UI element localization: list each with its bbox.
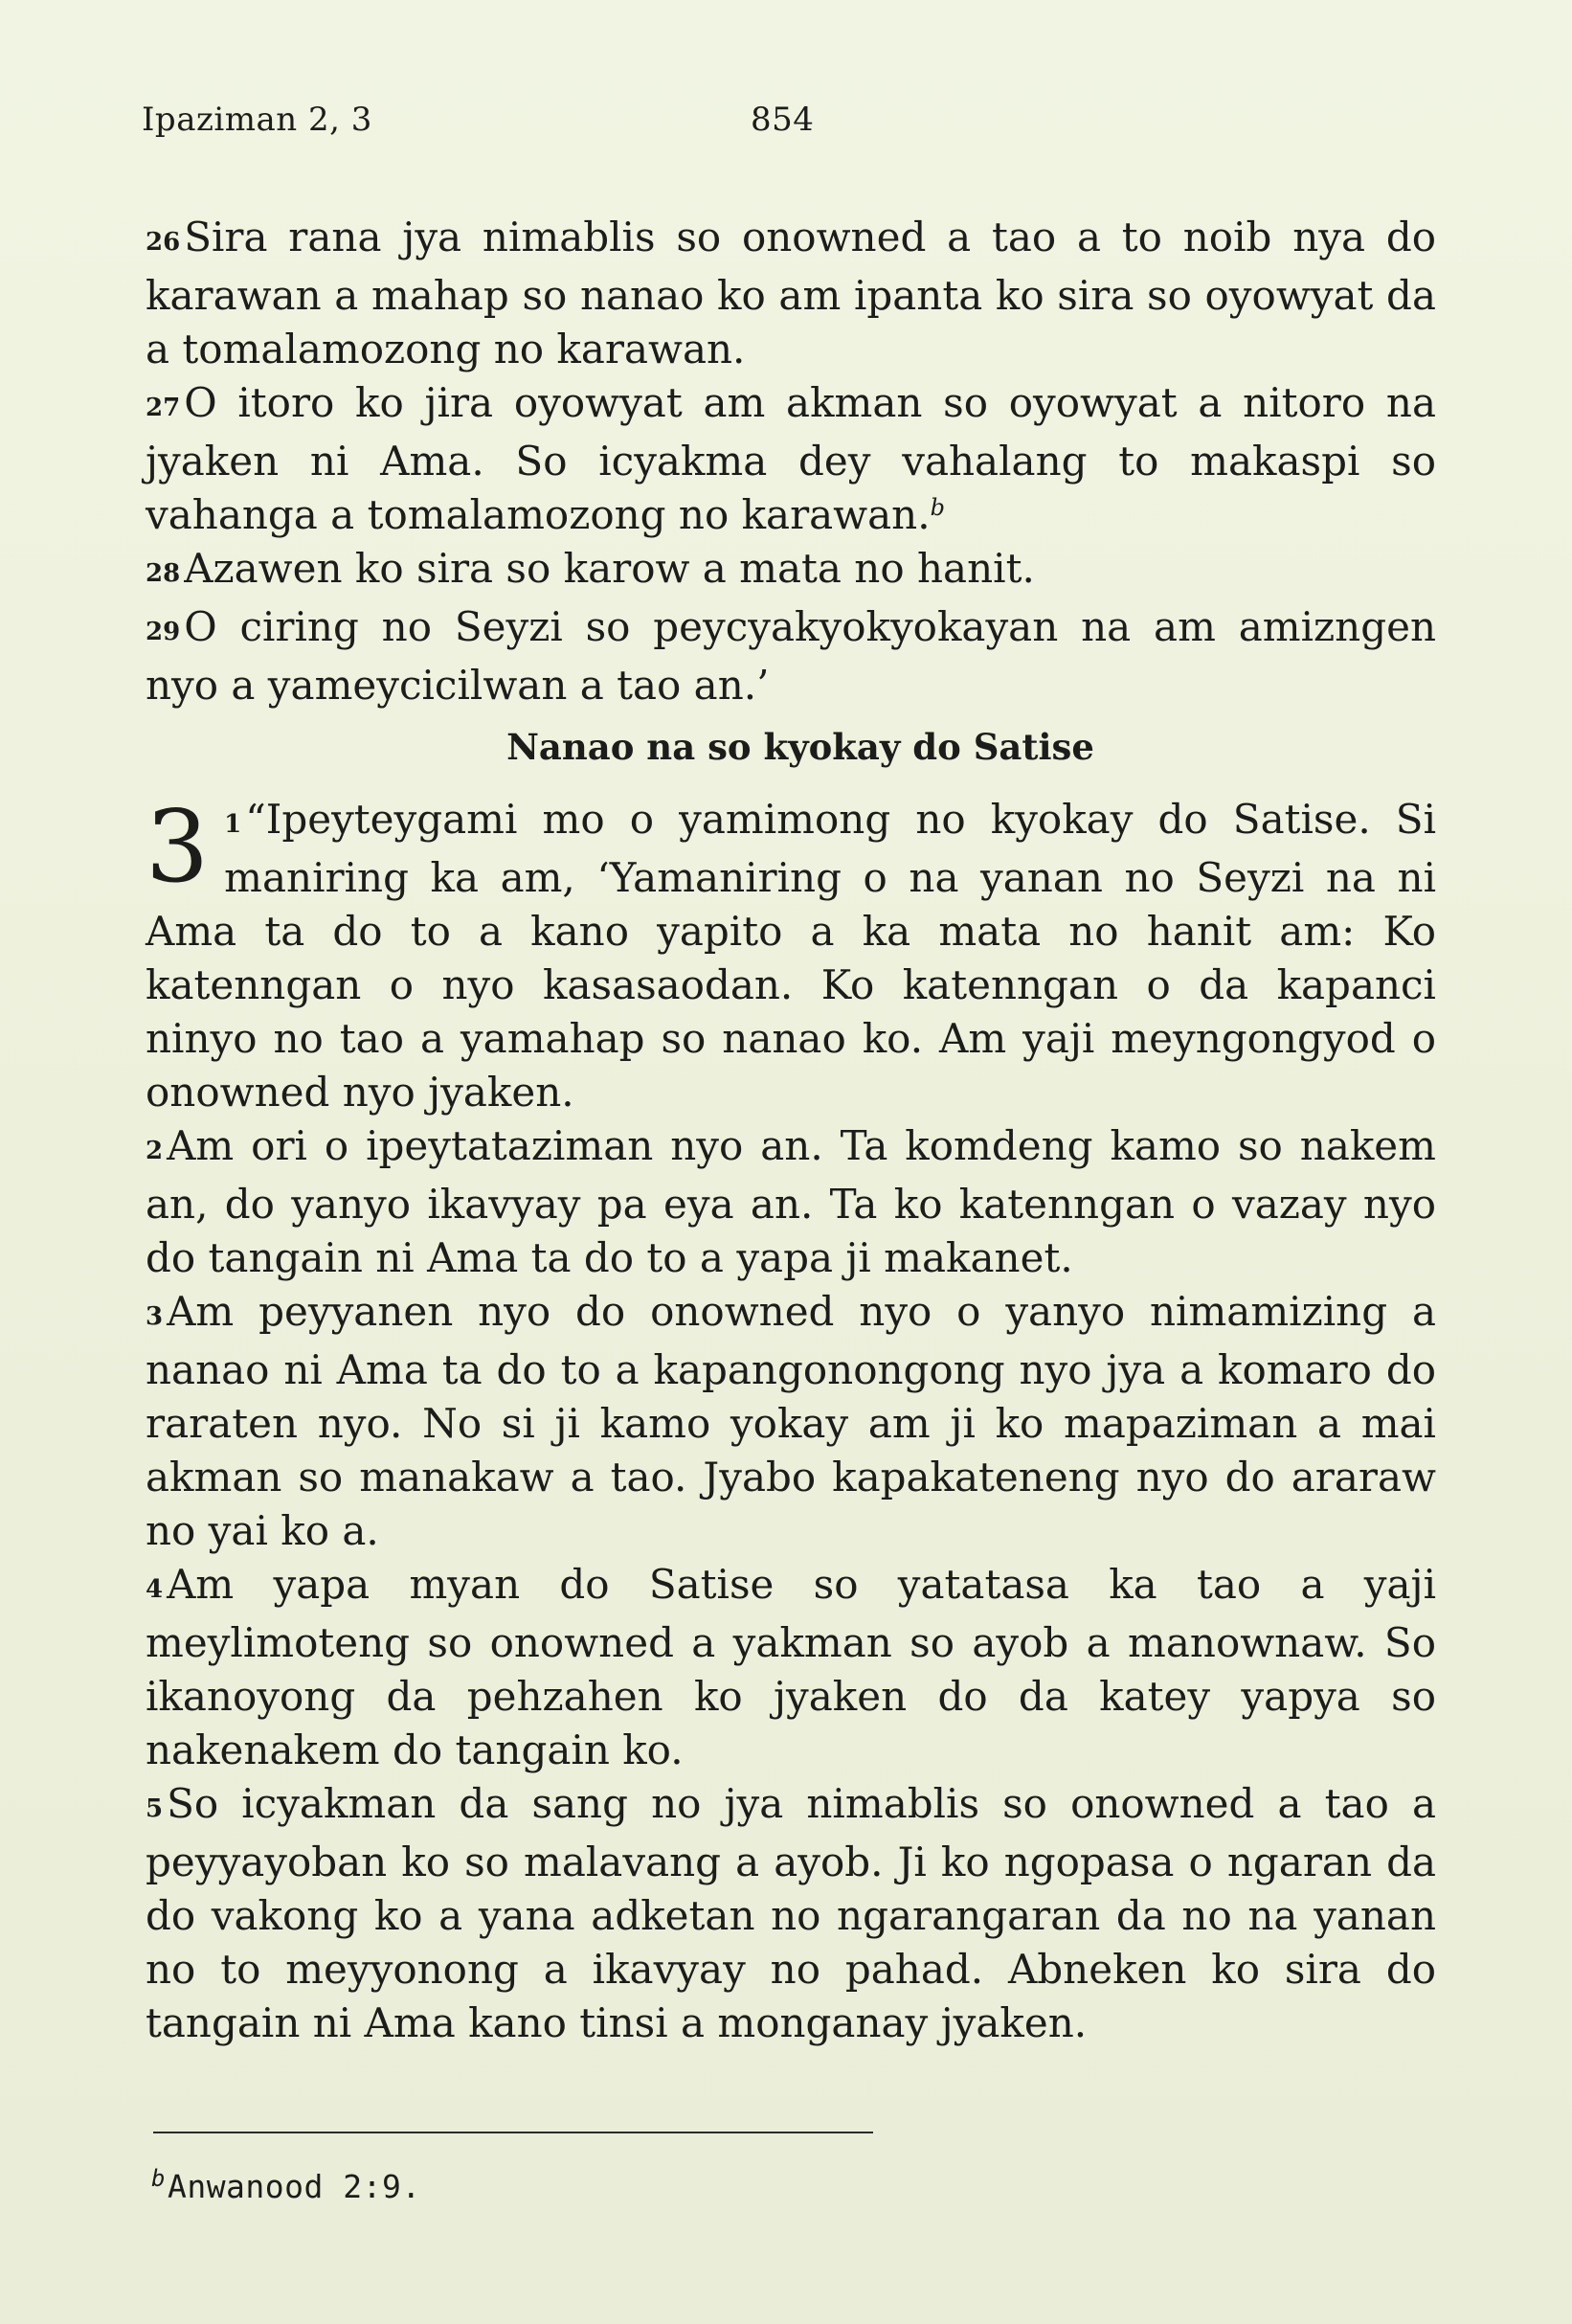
verse-number: 1 — [224, 810, 242, 839]
running-head — [142, 101, 1430, 148]
verse-number: 4 — [146, 1575, 164, 1604]
verse-text: Am yapa myan do Satise so yatatasa ka tao a yaji meylimoteng so onowned a yakman so ayob a manownaw. So ikanoyong da pehzahen ko jyaken do da katey yapya so nakenakem do tangain ko. — [146, 1561, 1436, 1773]
verse-paragraph — [146, 1285, 1436, 1558]
verse-number: 3 — [146, 1302, 164, 1331]
verse-text: Azawen ko sira so karow a mata no hanit. — [184, 545, 1035, 592]
verse-number: 26 — [146, 228, 181, 257]
verse-number: 28 — [146, 559, 181, 588]
verse-text: O ciring no Seyzi so peycyakyokyokayan na am amizngen nyo a yameycicilwan a tao an.’ — [146, 603, 1436, 709]
footnote — [151, 2166, 421, 2208]
verse-text: Am ori o ipeytataziman nyo an. Ta komdeng kamo so nakem an, do yanyo ikavyay pa eya an. Ta ko katenngan o vazay nyo do tangain ni Ama ta do to a yapa ji makanet. — [146, 1122, 1436, 1281]
verse-paragraph — [146, 1777, 1436, 2050]
verse-paragraph — [146, 600, 1436, 712]
footnote-text: Anwanood 2:9. — [167, 2168, 421, 2205]
verse-text: “Ipeyteygami mo o yamimong no kyokay do Satise. Si maniring ka am, ‘Yamaniring o na yanan no Seyzi na ni Ama ta do to a kano yapito a ka mata no hanit am: Ko katenngan o nyo kasasaodan. Ko katenngan o da kapanci ninyo no tao a yamahap so nanao ko. Am yaji meyngongyod o onowned nyo jyaken. — [146, 796, 1436, 1116]
verse-number: 5 — [146, 1794, 164, 1823]
verse-text: So icyakman da sang no jya nimablis so onowned a tao a peyyayoban ko so malavang a ayob. Ji ko ngopasa o ngaran da do vakong ko a yana adketan no ngarangaran da no na yanan no to meyyonong a ikavyay no pahad. Abneken ko sira do tangain ni Ama kano tinsi a monganay jyaken. — [146, 1780, 1436, 2046]
verse-paragraph — [146, 542, 1436, 600]
verse-number: 29 — [146, 618, 181, 646]
verse-paragraph — [146, 211, 1436, 376]
footnote-reference[interactable]: b — [930, 494, 945, 521]
footnote-divider — [153, 2132, 873, 2133]
verse-text: Sira rana jya nimablis so onowned a tao a to noib nya do karawan a mahap so nanao ko am ipanta ko sira so oyowyat da a tomalamozong no karawan. — [146, 214, 1436, 372]
chapter-reference: Ipaziman 2, 3 — [142, 101, 372, 139]
footnote-mark: b — [151, 2165, 166, 2192]
chapter-opening-paragraph — [146, 788, 1436, 1119]
section-heading: Nanao na so kyokay do Satise — [506, 726, 1094, 768]
main-text — [146, 211, 1436, 2050]
verse-paragraph — [146, 1119, 1436, 1285]
verse-paragraph — [146, 376, 1436, 542]
verse-text: O itoro ko jira oyowyat am akman so oyowyat a nitoro na jyaken ni Ama. So icyakma dey vahalang to makaspi so vahanga a tomalamozong no karawan. — [146, 379, 1436, 538]
verse-number: 2 — [146, 1137, 164, 1165]
verse-text: Am peyyanen nyo do onowned nyo o yanyo nimamizing a nanao ni Ama ta do to a kapangonongong nyo jya a komaro do raraten nyo. No si ji kamo yokay am ji ko mapaziman a mai akman so manakaw a tao. Jyabo kapakateneng nyo do araraw no yai ko a. — [146, 1288, 1436, 1554]
chapter-number: 3 — [146, 788, 210, 905]
verse-paragraph — [146, 1558, 1436, 1777]
verse-number: 27 — [146, 394, 181, 422]
page-number: 854 — [751, 101, 815, 139]
